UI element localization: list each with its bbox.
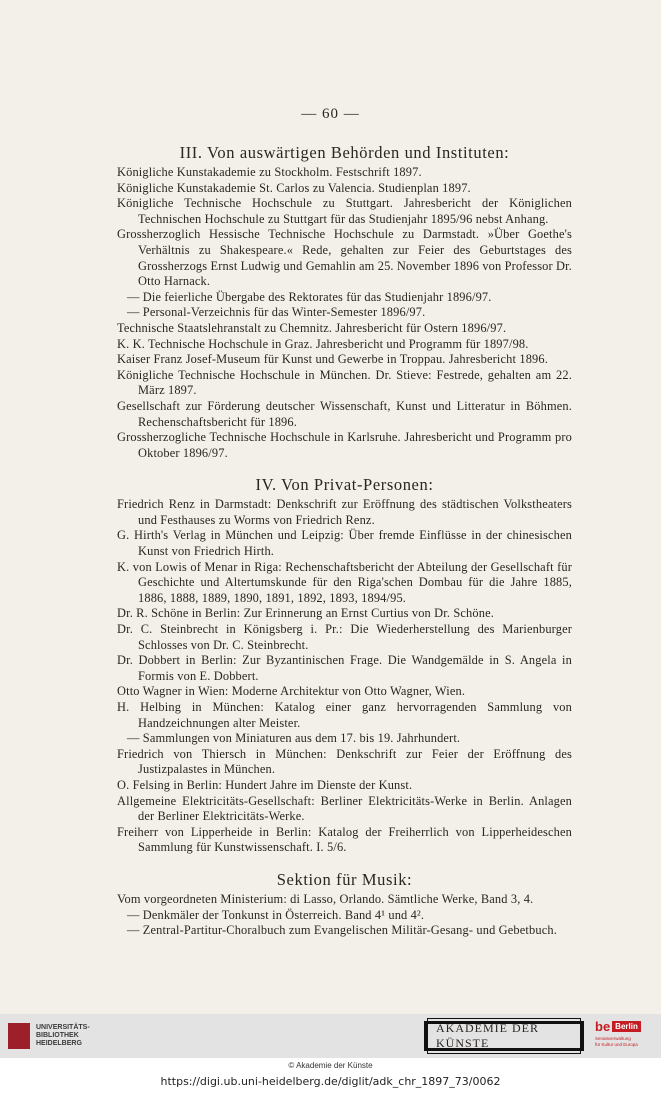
section-heading: III. Von auswärtigen Behörden und Instituten: xyxy=(179,143,510,162)
bibliography-entry: Königliche Technische Hochschule zu Stuttgart. Jahresbericht der Königlichen Technischen Hochschule zu Stuttgart für das Studienjahr 1895/96 nebst Anhang. xyxy=(117,196,572,226)
section-entries xyxy=(117,892,572,939)
bibliography-entry: Dr. R. Schöne in Berlin: Zur Erinnerung an Ernst Curtius von Dr. Schöne. xyxy=(117,606,494,621)
berlin-badge: Berlin xyxy=(612,1021,641,1032)
source-url[interactable]: https://digi.ub.uni-heidelberg.de/diglit/adk_chr_1897_73/0062 xyxy=(160,1075,501,1088)
bibliography-entry: Friedrich von Thiersch in München: Denkschrift zur Feier der Eröffnung des Justizpalastes in München. xyxy=(117,746,572,777)
bibliography-entry: — Sammlungen von Miniaturen aus dem 17. bis 19. Jahrhundert. xyxy=(127,731,461,746)
page-number: — 60 — xyxy=(301,106,360,122)
bibliography-entry: Otto Wagner in Wien: Moderne Architektur von Otto Wagner, Wien. xyxy=(117,684,466,699)
bibliography-entry: — Zentral-Partitur-Choralbuch zum Evangelischen Militär-Gesang- und Gebetbuch. xyxy=(127,923,557,938)
logo-text-line: BIBLIOTHEK xyxy=(36,1032,79,1039)
bibliography-entry: O. Felsing in Berlin: Hundert Jahre im Dienste der Kunst. xyxy=(117,777,413,792)
bibliography-entry: Königliche Technische Hochschule in München. Dr. Stieve: Festrede, gehalten am 22. März 1897. xyxy=(117,367,572,398)
bibliography-entry: Grossherzogliche Technische Hochschule in Karlsruhe. Jahresbericht und Programm pro Oktober 1896/97. xyxy=(117,430,572,460)
bibliography-entry: Dr. C. Steinbrecht in Königsberg i. Pr.: Die Wiederherstellung des Marienburger Schlosses von Dr. C. Steinbrecht. xyxy=(117,622,572,652)
section-entries xyxy=(117,497,572,856)
berlin-logo[interactable] xyxy=(595,1019,653,1055)
bibliography-entry: Vom vorgeordneten Ministerium: di Lasso, Orlando. Sämtliche Werke, Band 3, 4. xyxy=(117,891,534,906)
bibliography-entry: — Die feierliche Übergabe des Rektorates für das Studienjahr 1896/97. xyxy=(127,289,492,304)
bibliography-entry: Allgemeine Elektricitäts-Gesellschaft: Berliner Elektricitäts-Werke in Berlin. Anlagen der Berliner Elektricitäts-Werke. xyxy=(117,793,572,824)
copyright-notice: © Akademie der Künste xyxy=(288,1061,373,1070)
section-heading: Sektion für Musik: xyxy=(276,869,413,889)
logo-text-line: UNIVERSITÄTS- xyxy=(36,1024,90,1031)
bibliography-entry: Friedrich Renz in Darmstadt: Denkschrift zur Eröffnung des städtischen Volkstheaters und Festhauses zu Worms von Friedrich Renz. xyxy=(117,497,572,527)
section-heading: IV. Von Privat-Personen: xyxy=(255,475,434,495)
bibliography-entry: — Personal-Verzeichnis für das Winter-Semester 1896/97. xyxy=(127,305,426,320)
bibliography-entry: Kaiser Franz Josef-Museum für Kunst und Gewerbe in Troppau. Jahresbericht 1896. xyxy=(117,352,548,367)
section-entries xyxy=(117,165,572,461)
bibliography-entry: — Denkmäler der Tonkunst in Österreich. Band 4¹ und 4². xyxy=(127,907,425,922)
berlin-prefix: be xyxy=(595,1019,611,1034)
bibliography-entry: Grossherzoglich Hessische Technische Hochschule zu Darmstadt. »Über Goethe's Verhältnis zu Shakespeare.« Rede, gehalten zur Feier des Geburtstages des Grossherzogs Ernst Ludwig und Gemahlin am 25. November 1896 von Professor Dr. Otto Harnack. xyxy=(117,227,572,289)
logo-text-line: HEIDELBERG xyxy=(36,1040,82,1047)
bibliography-entry: Königliche Kunstakademie zu Stockholm. Festschrift 1897. xyxy=(117,165,422,179)
berlin-sub-line: für Kultur und Europa xyxy=(595,1041,638,1047)
university-library-logo[interactable] xyxy=(8,1021,90,1051)
bibliography-entry: Freiherr von Lipperheide in Berlin: Katalog der Freiherrlich von Lipperheideschen Sammlung für Kunstwissenschaft. I. 5/6. xyxy=(117,824,572,855)
bibliography-entry: H. Helbing in München: Katalog einer ganz hervorragenden Sammlung von Handzeichnungen alter Meister. xyxy=(117,700,572,730)
berlin-sub-line: Senatsverwaltung xyxy=(595,1036,631,1041)
bibliography-entry: Technische Staatslehranstalt zu Chemnitz. Jahresbericht für Ostern 1896/97. xyxy=(117,320,507,335)
bibliography-entry: Dr. Dobbert in Berlin: Zur Byzantinischen Frage. Die Wandgemälde in S. Angela in Formis von E. Dobbert. xyxy=(117,653,572,683)
akademie-label: AKADEMIE DER KÜNSTE xyxy=(427,1018,581,1054)
bibliography-entry: Gesellschaft zur Förderung deutscher Wissenschaft, Kunst und Litteratur in Böhmen. Rechenschaftsbericht für 1896. xyxy=(117,398,572,429)
bibliography-entry: Königliche Kunstakademie St. Carlos zu Valencia. Studienplan 1897. xyxy=(117,180,471,195)
akademie-logo[interactable] xyxy=(424,1021,584,1051)
bibliography-entry: K. K. Technische Hochschule in Graz. Jahresbericht und Programm für 1897/98. xyxy=(117,336,529,351)
bibliography-entry: K. von Lowis of Menar in Riga: Rechenschaftsbericht der Abteilung der Gesellschaft für Geschichte und Altertumskunde für den Riga'schen Dombau für die Jahre 1885, 1886, 1888, 1889, 1890, 1891, 1892, 1893, 1894/95. xyxy=(117,559,572,605)
bibliography-entry: G. Hirth's Verlag in München und Leipzig: Über fremde Einflüsse in der chinesischen Kunst von Friedrich Hirth. xyxy=(117,528,572,559)
page-content xyxy=(117,141,572,939)
university-seal-icon xyxy=(8,1023,30,1049)
